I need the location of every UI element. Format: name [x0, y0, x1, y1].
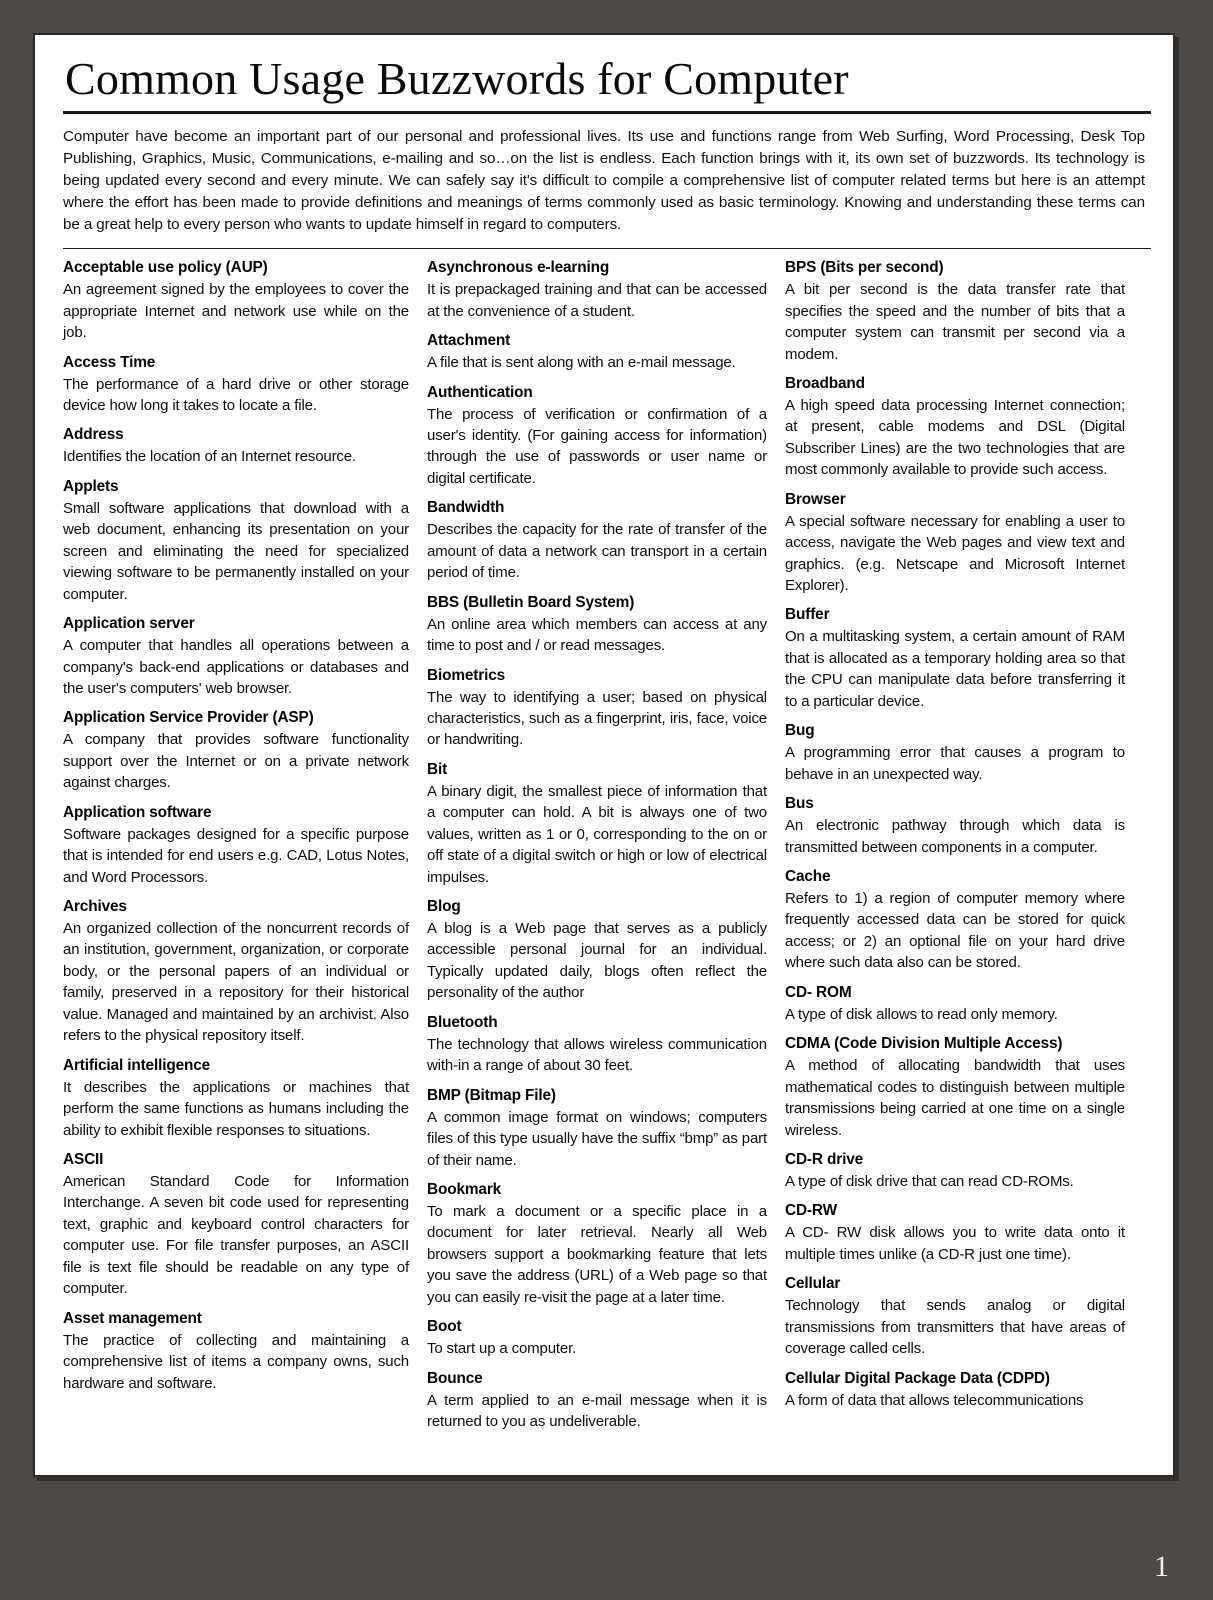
glossary-term: Cellular — [785, 1275, 841, 1293]
glossary-definition: To start up a computer. — [427, 1340, 577, 1358]
glossary-term: Bug — [785, 722, 815, 740]
glossary-entry — [63, 477, 409, 605]
glossary-term: Attachment — [427, 332, 511, 350]
glossary-column-1 — [63, 258, 421, 1441]
glossary-term: Artificial intelligence — [63, 1056, 211, 1074]
glossary-term: Browser — [785, 490, 846, 508]
glossary-definition: A file that is sent along with an e-mail message. — [427, 354, 736, 372]
glossary-definition: A type of disk drive that can read CD-ROMs. — [785, 1173, 1074, 1191]
title-divider — [63, 111, 1151, 114]
glossary-definition: The process of verification or confirmation of a user's identity. (For gaining access for information) through the use of passwords or user name or digital certificate. — [427, 405, 767, 487]
glossary-entry — [63, 353, 409, 417]
glossary-term: CD- ROM — [785, 983, 852, 1001]
glossary-entry — [427, 897, 767, 1004]
glossary-entry — [785, 490, 1125, 597]
glossary-entry — [427, 258, 767, 322]
glossary-term: Acceptable use policy (AUP) — [63, 259, 268, 277]
glossary-term: Authentication — [427, 383, 533, 401]
glossary-entry — [427, 1180, 767, 1308]
glossary-term: CDMA (Code Division Multiple Access) — [785, 1035, 1063, 1053]
glossary-term: Biometrics — [427, 666, 506, 684]
glossary-entry — [427, 1086, 767, 1171]
glossary-definition: A form of data that allows telecommunications — [785, 1391, 1084, 1409]
glossary-definition: Technology that sends analog or digital transmissions from transmitters that have areas of coverage called cells. — [785, 1297, 1125, 1358]
glossary-entry — [785, 1369, 1125, 1411]
glossary-definition: A special software necessary for enabling a user to access, navigate the Web pages and view text and graphics. (e.g. Netscape and Microsoft Internet Explorer). — [785, 512, 1125, 595]
glossary-definition: Small software applications that download with a web document, enhancing its presentation on your screen and eliminating the need for specialized viewing software to be permanently installed on your computer. — [63, 499, 409, 603]
glossary-term: Boot — [427, 1318, 462, 1336]
glossary-term: ASCII — [63, 1151, 104, 1168]
glossary-definition: It is prepackaged training and that can be accessed at the convenience of a student. — [427, 281, 767, 320]
glossary-entry — [785, 1034, 1125, 1141]
glossary-term: Cellular Digital Package Data (CDPD) — [785, 1369, 1050, 1387]
glossary-entry — [427, 1013, 767, 1077]
glossary-term: BPS (Bits per second) — [785, 259, 944, 277]
glossary-definition: An online area which members can access at any time to post and / or read messages. — [427, 615, 767, 655]
glossary-definition: The practice of collecting and maintaining a comprehensive list of items a company owns, such hardware and software. — [63, 1331, 409, 1392]
glossary-entry — [63, 1150, 409, 1300]
glossary-entry — [785, 1150, 1125, 1192]
glossary-definition: A computer that handles all operations between a company's back-end applications or databases and the user's computers' web browser. — [63, 637, 409, 697]
glossary-entry — [785, 258, 1125, 365]
glossary-entry — [63, 258, 409, 343]
glossary-definition: It describes the applications or machines that perform the same functions as humans including the ability to exhibit flexible responses to situations. — [63, 1078, 409, 1139]
glossary-term: CD-R drive — [785, 1151, 864, 1168]
glossary-term: Broadband — [785, 374, 865, 392]
glossary-entry — [785, 1274, 1125, 1359]
glossary-entry — [785, 794, 1125, 858]
glossary-definition: An agreement signed by the employees to cover the appropriate Internet and network use while on the job. — [63, 281, 409, 342]
glossary-entry — [63, 614, 409, 699]
glossary-entry — [427, 593, 767, 657]
glossary-term: Archives — [63, 898, 127, 916]
page-number: 1 — [1154, 1550, 1169, 1583]
glossary-term: Application software — [63, 803, 212, 821]
glossary-definition: A type of disk allows to read only memory. — [785, 1005, 1058, 1023]
glossary-entry — [785, 983, 1125, 1025]
glossary-definition: American Standard Code for Information Interchange. A seven bit code used for representing text, graphic and keyboard control characters for computer use. For file transfer purposes, an ASCII file is text file should be readable on any type of computer. — [63, 1173, 409, 1298]
glossary-columns — [63, 258, 1149, 1441]
glossary-definition: A binary digit, the smallest piece of information that a computer can hold. A bit is always one of two values, written as 1 or 0, corresponding to the on or off state of a digital switch or high or low of electrical impulses. — [427, 782, 767, 886]
glossary-term: Bit — [427, 760, 448, 778]
glossary-term: Cache — [785, 868, 831, 886]
glossary-definition: Describes the capacity for the rate of transfer of the amount of data a network can transport in a certain period of time. — [427, 521, 767, 582]
glossary-definition: A blog is a Web page that serves as a publicly accessible personal journal for an individual. Typically updated daily, blogs often reflect the personality of the author — [427, 920, 767, 1002]
glossary-entry — [63, 1309, 409, 1394]
glossary-entry — [63, 708, 409, 793]
glossary-term: Bluetooth — [427, 1013, 498, 1031]
glossary-definition: The performance of a hard drive or other storage device how long it takes to locate a file. — [63, 375, 409, 414]
glossary-definition: Software packages designed for a specific purpose that is intended for end users e.g. CAD, Lotus Notes, and Word Processors. — [63, 825, 409, 886]
glossary-term: Bus — [785, 795, 814, 813]
glossary-definition: To mark a document or a specific place in a document for later retrieval. Nearly all Web browsers support a bookmarking feature that lets you save the address (URL) of a Web page so that you can easily re-visit the page at a later time. — [427, 1203, 767, 1306]
glossary-entry — [785, 721, 1125, 785]
glossary-entry — [427, 666, 767, 751]
glossary-definition: On a multitasking system, a certain amount of RAM that is allocated as a temporary holding area so that the CPU can manipulate data before transferring it to a particular device. — [785, 628, 1125, 710]
glossary-term: BBS (Bulletin Board System) — [427, 593, 635, 611]
glossary-term: Address — [63, 426, 124, 444]
glossary-term: Bookmark — [427, 1181, 502, 1199]
glossary-definition: Identifies the location of an Internet resource. — [63, 448, 356, 466]
glossary-entry — [63, 425, 409, 467]
glossary-entry — [63, 1056, 409, 1141]
glossary-term: Blog — [427, 898, 461, 916]
glossary-entry — [63, 803, 409, 888]
glossary-definition: A programming error that causes a program to behave in an unexpected way. — [785, 744, 1125, 783]
glossary-entry — [427, 1317, 767, 1359]
glossary-definition: A method of allocating bandwidth that uses mathematical codes to distinguish between multiple transmissions being carried at one time on a single wireless. — [785, 1057, 1125, 1139]
glossary-column-2 — [421, 258, 779, 1441]
intro-paragraph: Computer have become an important part of our personal and professional lives. Its use and functions range from Web Surfing, Word Processing, Desk Top Publishing, Graphics, Music, Communications, e-mailing and so…on the list is endless. Each function brings with it, its own set of buzzwords. Its technology is being updated every second and every minute. We can safely say it's difficult to compile a comprehensive list of computer related terms but here is an attempt where the effort has been made to provide definitions and meanings of terms commonly used as basic terminology. Knowing and understanding these terms can be a great help to every person who wants to update himself in regard to computers. — [63, 127, 1145, 233]
glossary-entry — [785, 1201, 1125, 1265]
glossary-entry — [785, 867, 1125, 974]
glossary-entry — [427, 1369, 767, 1433]
glossary-definition: Refers to 1) a region of computer memory where frequently accessed data can be stored for quick access; or 2) an optional file on your hard drive where such data also can be stored. — [785, 890, 1125, 972]
glossary-term: Asynchronous e-learning — [427, 259, 610, 277]
glossary-definition: A CD- RW disk allows you to write data onto it multiple times unlike (a CD-R just one time). — [785, 1224, 1125, 1263]
page-title: Common Usage Buzzwords for Computer — [65, 53, 849, 104]
glossary-definition: An electronic pathway through which data is transmitted between components in a computer. — [785, 817, 1125, 856]
glossary-entry — [63, 897, 409, 1047]
intro-divider — [63, 248, 1151, 250]
glossary-entry — [427, 331, 767, 373]
glossary-term: CD-RW — [785, 1202, 837, 1220]
glossary-definition: An organized collection of the noncurrent records of an institution, government, organization, or corporate body, or the personal papers of an individual or family, preserved in a repository for their historical value. Managed and maintained by an archivist. Also refers to the physical repository itself. — [63, 920, 409, 1045]
glossary-term: Asset management — [63, 1309, 202, 1327]
glossary-entry — [427, 760, 767, 888]
glossary-entry — [427, 498, 767, 583]
glossary-term: Access Time — [63, 353, 156, 371]
glossary-term: Bandwidth — [427, 499, 505, 517]
glossary-definition: The technology that allows wireless communication with-in a range of about 30 feet. — [427, 1035, 767, 1075]
glossary-definition: A company that provides software functionality support over the Internet or on a private network against charges. — [63, 731, 409, 792]
glossary-definition: A term applied to an e-mail message when it is returned to you as undeliverable. — [427, 1391, 767, 1431]
glossary-term: BMP (Bitmap File) — [427, 1086, 556, 1104]
glossary-definition: A high speed data processing Internet connection; at present, cable modems and DSL (Digital Subscriber Lines) are the two technologies that are most commonly available to provide such access. — [785, 396, 1125, 479]
glossary-definition: A common image format on windows; computers files of this type usually have the suffix “bmp” as part of their name. — [427, 1108, 767, 1169]
glossary-entry — [785, 605, 1125, 712]
glossary-term: Application Service Provider (ASP) — [63, 709, 314, 727]
glossary-definition: The way to identifying a user; based on physical characteristics, such as a fingerprint, iris, face, voice or handwriting. — [427, 688, 767, 749]
glossary-definition: A bit per second is the data transfer rate that specifies the speed and the number of bits that a computer system can transmit per second via a modem. — [785, 281, 1125, 363]
glossary-term: Application server — [63, 615, 195, 633]
glossary-term: Bounce — [427, 1369, 483, 1387]
glossary-entry — [785, 374, 1125, 481]
glossary-column-3 — [779, 258, 1137, 1441]
document-page — [33, 33, 1175, 1477]
glossary-entry — [427, 383, 767, 490]
glossary-term: Buffer — [785, 606, 830, 624]
glossary-term: Applets — [63, 477, 119, 495]
